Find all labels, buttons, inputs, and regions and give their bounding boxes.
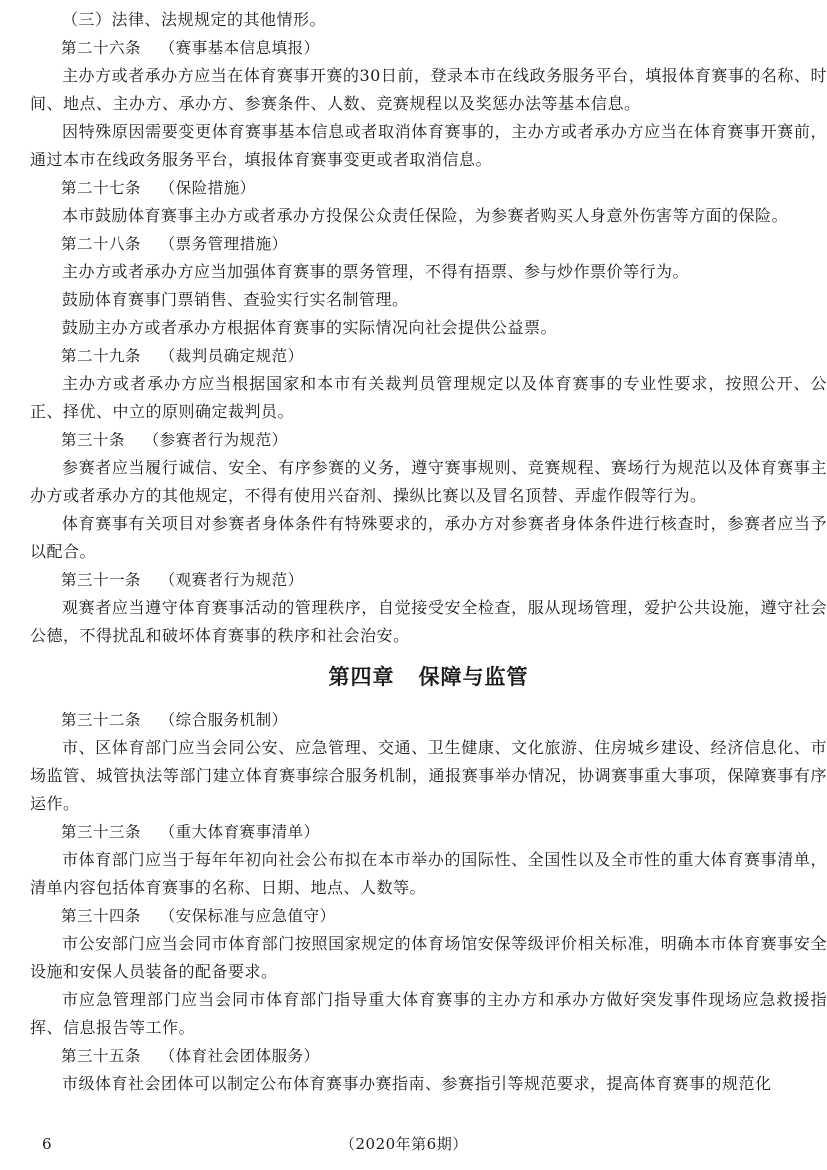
article-number: 第二十八条	[61, 235, 142, 253]
article-heading	[30, 706, 827, 734]
chapter-number: 第四章	[328, 665, 395, 689]
article-number: 第三十三条	[61, 823, 142, 841]
article-title: （观赛者行为规范）	[159, 571, 304, 589]
paragraph: 因特殊原因需要变更体育赛事基本信息或者取消体育赛事的，主办方或者承办方应当在体育赛事开赛前，通过本市在线政务服务平台，填报体育赛事变更或者取消信息。	[30, 122, 827, 169]
issue-label: （2020年第6期）	[340, 1135, 468, 1153]
chapter-heading	[30, 662, 827, 692]
article-number: 第二十六条	[61, 39, 142, 57]
article-heading	[30, 230, 827, 258]
article-heading	[30, 34, 827, 62]
chapter-title: 保障与监管	[418, 665, 529, 689]
article-heading	[30, 566, 827, 594]
paragraph: 体育赛事有关项目对参赛者身体条件有特殊要求的，承办方对参赛者身体条件进行核查时，参赛者应当予以配合。	[30, 514, 827, 561]
page-number: 6	[42, 1135, 52, 1153]
article-title: （保险措施）	[159, 179, 256, 197]
paragraph: 主办方或者承办方应当在体育赛事开赛的30日前，登录本市在线政务服务平台，填报体育赛事的名称、时间、地点、主办方、承办方、参赛条件、人数、竞赛规程以及奖惩办法等基本信息。	[30, 66, 827, 113]
paragraph: 本市鼓励体育赛事主办方或者承办方投保公众责任保险，为参赛者购买人身意外伤害等方面的保险。	[62, 206, 789, 225]
article-heading	[30, 426, 827, 454]
article-number: 第二十七条	[61, 179, 142, 197]
paragraph: 市应急管理部门应当会同市体育部门指导重大体育赛事的主办方和承办方做好突发事件现场应急救援指挥、信息报告等工作。	[30, 990, 827, 1037]
article-number: 第三十五条	[61, 1047, 142, 1065]
paragraph: 参赛者应当履行诚信、安全、有序参赛的义务，遵守赛事规则、竞赛规程、赛场行为规范以及体育赛事主办方或者承办方的其他规定，不得有使用兴奋剂、操纵比赛以及冒名顶替、弄虚作假等行为。	[30, 458, 827, 505]
paragraph: 市公安部门应当会同市体育部门按照国家规定的体育场馆安保等级评价相关标准，明确本市体育赛事安全设施和安保人员装备的配备要求。	[30, 934, 827, 981]
article-title: （裁判员确定规范）	[159, 347, 304, 365]
article-number: 第三十二条	[61, 711, 142, 729]
paragraph: 主办方或者承办方应当加强体育赛事的票务管理，不得有捂票、参与炒作票价等行为。	[62, 262, 690, 281]
article-number: 第三十一条	[61, 571, 142, 589]
paragraph: 市级体育社会团体可以制定公布体育赛事办赛指南、参赛指引等规范要求，提高体育赛事的规范化	[62, 1074, 772, 1093]
paragraph: （三）法律、法规规定的其他情形。	[62, 10, 327, 29]
article-title: （安保标准与应急值守）	[159, 907, 336, 925]
paragraph: 市、区体育部门应当会同公安、应急管理、交通、卫生健康、文化旅游、住房城乡建设、经济信息化、市场监管、城管执法等部门建立体育赛事综合服务机制，通报赛事举办情况，协调赛事重大事项，保障赛事有序运作。	[30, 738, 827, 813]
article-number: 第三十条	[61, 431, 126, 449]
article-heading	[30, 174, 827, 202]
article-number: 第二十九条	[61, 347, 142, 365]
article-heading	[30, 902, 827, 930]
article-title: （体育社会团体服务）	[159, 1047, 320, 1065]
article-title: （参赛者行为规范）	[143, 431, 288, 449]
article-number: 第三十四条	[61, 907, 142, 925]
article-title: （票务管理措施）	[159, 235, 288, 253]
paragraph: 观赛者应当遵守体育赛事活动的管理秩序，自觉接受安全检查，服从现场管理，爱护公共设施，遵守社会公德，不得扰乱和破坏体育赛事的秩序和社会治安。	[30, 598, 827, 645]
paragraph: 鼓励体育赛事门票销售、查验实行实名制管理。	[62, 290, 409, 309]
article-heading	[30, 818, 827, 846]
article-title: （综合服务机制）	[159, 711, 288, 729]
article-heading	[30, 1042, 827, 1070]
article-title: （重大体育赛事清单）	[159, 823, 320, 841]
paragraph: 市体育部门应当于每年年初向社会公布拟在本市举办的国际性、全国性以及全市性的重大体育赛事清单，清单内容包括体育赛事的名称、日期、地点、人数等。	[30, 850, 827, 897]
article-title: （赛事基本信息填报）	[159, 39, 320, 57]
page-footer	[30, 1130, 827, 1158]
article-heading	[30, 342, 827, 370]
document-page	[30, 6, 827, 1098]
paragraph: 鼓励主办方或者承办方根据体育赛事的实际情况向社会提供公益票。	[62, 318, 558, 337]
paragraph: 主办方或者承办方应当根据国家和本市有关裁判员管理规定以及体育赛事的专业性要求，按照公开、公正、择优、中立的原则确定裁判员。	[30, 374, 827, 421]
